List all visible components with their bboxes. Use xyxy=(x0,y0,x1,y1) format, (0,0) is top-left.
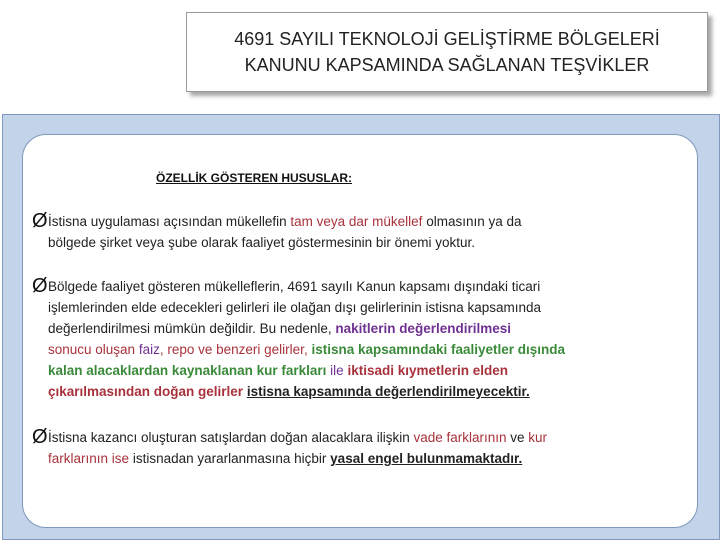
bullet-2-line-6: çıkarılmasından doğan gelirler istisna kapsamında değerlendirilmeyecektir. xyxy=(48,384,530,399)
bullet-2-line-5: kalan alacaklardan kaynaklanan kur farkları ile iktisadi kıymetlerin elden xyxy=(48,363,509,378)
bullet-2-line-2: işlemlerinden elde edecekleri gelirleri ile olağan dışı gelirlerinin istisna kapsamında xyxy=(48,300,542,315)
bullet-2-line-1: Bölgede faaliyet gösteren mükelleflerin, 4691 sayılı Kanun kapsamı dışındaki ticari xyxy=(48,279,541,294)
bullet-3-line-1: İstisna kazancı oluşturan satışlardan doğan alacaklara ilişkin vade farklarının ve kur xyxy=(48,430,548,445)
bullet-1-line-1: İstisna uygulaması açısından mükellefin tam veya dar mükellef olmasının ya da xyxy=(48,214,522,229)
title-box xyxy=(186,12,708,92)
bullet-2-line-4: sonucu oluşan faiz, repo ve benzeri gelirler, istisna kapsamındaki faaliyetler dışında xyxy=(48,342,566,357)
bullet-1-line-2: bölgede şirket veya şube olarak faaliyet göstermesinin bir önemi yoktur. xyxy=(48,235,475,250)
arrow-bullet-icon: Ø xyxy=(32,210,48,232)
bullet-3-line-2: farklarının ise istisnadan yararlanmasına hiçbir yasal engel bulunmamaktadır. xyxy=(48,451,523,466)
title-line-1: 4691 SAYILI TEKNOLOJİ GELİŞTİRME BÖLGELERİ xyxy=(234,29,660,49)
bullet-item-2 xyxy=(32,276,672,402)
section-heading: ÖZELLİK GÖSTEREN HUSUSLAR: xyxy=(156,171,353,185)
bullet-item-1 xyxy=(32,211,672,253)
title-line-2: KANUNU KAPSAMINDA SAĞLANAN TEŞVİKLER xyxy=(244,55,650,75)
bullet-2-line-3: değerlendirilmesi mümkün değildir. Bu nedenle, nakitlerin değerlendirilmesi xyxy=(48,321,511,336)
bullet-item-3 xyxy=(32,427,672,469)
arrow-bullet-icon: Ø xyxy=(32,426,48,448)
arrow-bullet-icon: Ø xyxy=(32,275,48,297)
